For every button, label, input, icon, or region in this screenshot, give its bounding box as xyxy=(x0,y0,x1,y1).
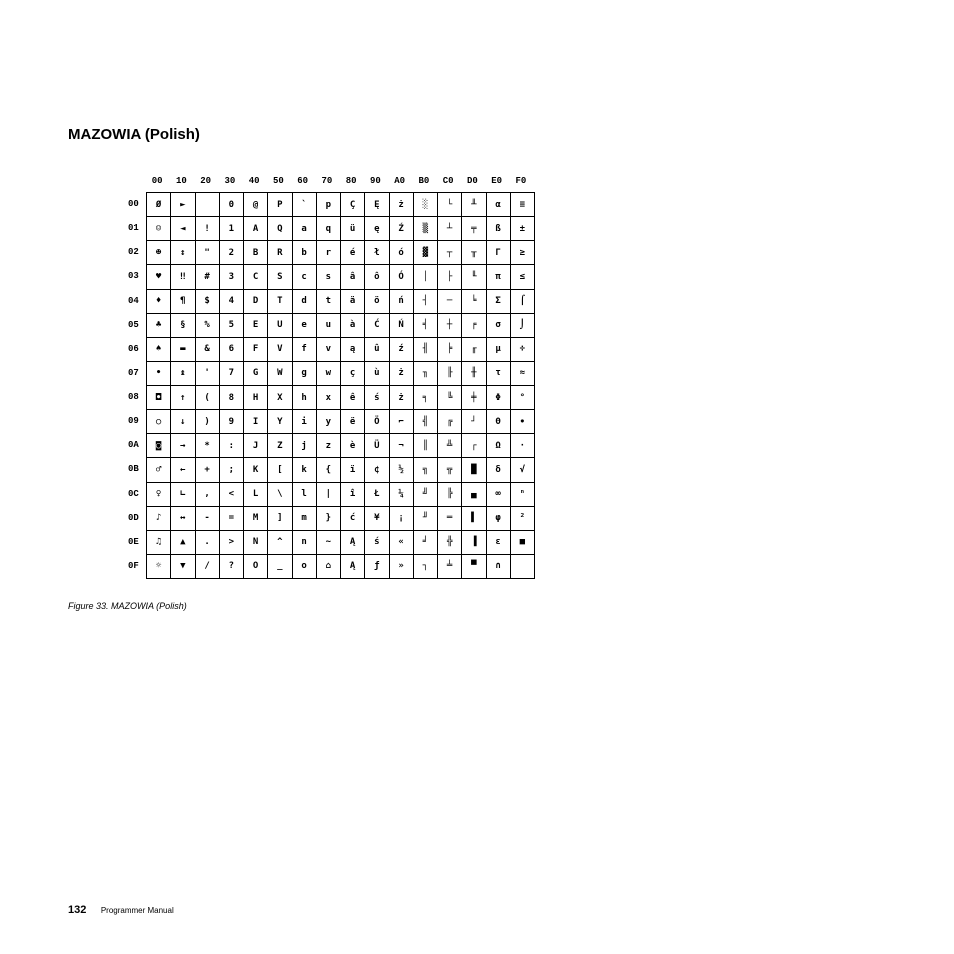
row-header: 0A xyxy=(128,440,139,451)
character-cell: φ xyxy=(487,507,511,531)
character-cell: ê xyxy=(341,386,365,410)
row-header: 02 xyxy=(128,247,139,258)
character-cell: ą xyxy=(341,338,365,362)
character-cell: Ó xyxy=(390,265,414,289)
character-cell: ≈ xyxy=(511,362,535,386)
character-cell: > xyxy=(220,531,244,555)
character-cell: r xyxy=(317,241,341,265)
column-header: E0 xyxy=(491,176,503,186)
row-headers xyxy=(128,192,146,582)
character-cell: < xyxy=(220,483,244,507)
character-cell: ┤ xyxy=(414,290,438,314)
character-cell: ¬ xyxy=(390,434,414,458)
character-cell: ż xyxy=(390,193,414,217)
character-cell: H xyxy=(244,386,268,410)
character-cell: Ł xyxy=(365,483,389,507)
column-header: 80 xyxy=(345,176,357,186)
character-cell: τ xyxy=(487,362,511,386)
character-cell: ∟ xyxy=(171,483,195,507)
character-cell: 5 xyxy=(220,314,244,338)
character-cell: ` xyxy=(293,193,317,217)
row-header: 05 xyxy=(128,319,139,330)
character-cell: - xyxy=(196,507,220,531)
character-cell: ± xyxy=(511,217,535,241)
character-cell: ▬ xyxy=(171,338,195,362)
character-cell: u xyxy=(317,314,341,338)
character-cell: α xyxy=(487,193,511,217)
character-cell: Ą xyxy=(341,531,365,555)
character-cell: ╘ xyxy=(462,290,486,314)
character-cell: { xyxy=(317,458,341,482)
character-cell: ╒ xyxy=(462,314,486,338)
character-cell: ù xyxy=(365,362,389,386)
character-cell: ╞ xyxy=(438,338,462,362)
character-cell: ⌐ xyxy=(390,410,414,434)
character-cell: Q xyxy=(268,217,292,241)
character-cell: " xyxy=(196,241,220,265)
character-cell: _ xyxy=(268,555,292,579)
character-cell: g xyxy=(293,362,317,386)
character-cell: m xyxy=(293,507,317,531)
character-cell: ÷ xyxy=(511,338,535,362)
character-cell: ☺ xyxy=(147,217,171,241)
character-cell: ⌡ xyxy=(511,314,535,338)
character-cell: i xyxy=(293,410,317,434)
character-cell: ◘ xyxy=(147,386,171,410)
character-cell xyxy=(511,555,535,579)
character-cell: ▓ xyxy=(414,241,438,265)
character-cell: V xyxy=(268,338,292,362)
character-cell: E xyxy=(244,314,268,338)
character-cell: Ü xyxy=(365,434,389,458)
character-cell: S xyxy=(268,265,292,289)
character-cell: └ xyxy=(438,193,462,217)
character-cell: o xyxy=(293,555,317,579)
character-cell: ε xyxy=(487,531,511,555)
character-cell: ♠ xyxy=(147,338,171,362)
character-cell: ƒ xyxy=(365,555,389,579)
character-cell: ⁿ xyxy=(511,483,535,507)
character-cell: f xyxy=(293,338,317,362)
character-cell: : xyxy=(220,434,244,458)
character-cell: π xyxy=(487,265,511,289)
character-cell: ☼ xyxy=(147,555,171,579)
row-header: 0D xyxy=(128,512,139,523)
character-cell: h xyxy=(293,386,317,410)
character-cell: } xyxy=(317,507,341,531)
character-cell: ╚ xyxy=(438,386,462,410)
column-header: B0 xyxy=(418,176,430,186)
row-header: 04 xyxy=(128,295,139,306)
column-header: 50 xyxy=(272,176,284,186)
character-cell: Ź xyxy=(390,217,414,241)
character-cell: ; xyxy=(220,458,244,482)
character-cell: ~ xyxy=(317,531,341,555)
character-cell: ╥ xyxy=(462,241,486,265)
character-cell: ↕ xyxy=(171,241,195,265)
character-cell: J xyxy=(244,434,268,458)
character-cell: ∞ xyxy=(487,483,511,507)
character-cell: ♣ xyxy=(147,314,171,338)
character-cell: ^ xyxy=(268,531,292,555)
character-cell: | xyxy=(317,483,341,507)
character-cell: ╓ xyxy=(462,338,486,362)
column-header: 40 xyxy=(248,176,260,186)
character-cell: $ xyxy=(196,290,220,314)
character-cell: 0 xyxy=(220,193,244,217)
character-cell: Ç xyxy=(341,193,365,217)
character-cell: ↔ xyxy=(171,507,195,531)
row-header: 06 xyxy=(128,343,139,354)
character-cell: ┌ xyxy=(462,434,486,458)
character-cell: ╦ xyxy=(438,458,462,482)
character-cell: Ø xyxy=(147,193,171,217)
character-cell: x xyxy=(317,386,341,410)
character-cell: 2 xyxy=(220,241,244,265)
character-cell: Ą xyxy=(341,555,365,579)
character-cell: ś xyxy=(365,531,389,555)
character-cell: Ć xyxy=(365,314,389,338)
character-cell: Ń xyxy=(390,314,414,338)
character-cell: ¡ xyxy=(390,507,414,531)
character-cell: · xyxy=(511,434,535,458)
character-cell: ś xyxy=(365,386,389,410)
character-cell: è xyxy=(341,434,365,458)
character-cell: n xyxy=(293,531,317,555)
character-cell: « xyxy=(390,531,414,555)
character-cell: z xyxy=(317,434,341,458)
character-cell: B xyxy=(244,241,268,265)
row-header: 0C xyxy=(128,488,139,499)
character-cell: ░ xyxy=(414,193,438,217)
character-cell: ◄ xyxy=(171,217,195,241)
character-cell: § xyxy=(171,314,195,338)
character-cell: ╙ xyxy=(462,265,486,289)
character-cell: ½ xyxy=(390,458,414,482)
character-cell: 1 xyxy=(220,217,244,241)
character-cell: ║ xyxy=(414,434,438,458)
character-cell: ▼ xyxy=(171,555,195,579)
character-cell: = xyxy=(220,507,244,531)
character-cell: k xyxy=(293,458,317,482)
column-header: F0 xyxy=(515,176,527,186)
character-cell: D xyxy=(244,290,268,314)
character-cell: K xyxy=(244,458,268,482)
character-cell: │ xyxy=(414,265,438,289)
character-cell: A xyxy=(244,217,268,241)
row-header: 09 xyxy=(128,416,139,427)
column-headers xyxy=(145,174,535,188)
character-cell: ë xyxy=(341,410,365,434)
column-header: 60 xyxy=(297,176,309,186)
character-cell: Φ xyxy=(487,386,511,410)
character-cell: . xyxy=(196,531,220,555)
character-cell: + xyxy=(196,458,220,482)
character-cell: ‼ xyxy=(171,265,195,289)
character-cell: ¶ xyxy=(171,290,195,314)
character-cell: ╛ xyxy=(414,531,438,555)
character-cell: ♪ xyxy=(147,507,171,531)
character-cell: ↑ xyxy=(171,386,195,410)
character-cell: M xyxy=(244,507,268,531)
row-header: 0E xyxy=(128,536,139,547)
character-cell: ∙ xyxy=(511,410,535,434)
character-set-table xyxy=(128,172,538,582)
character-grid xyxy=(146,192,535,579)
character-cell: ¥ xyxy=(365,507,389,531)
character-cell: ↨ xyxy=(171,362,195,386)
character-cell: ▌ xyxy=(462,507,486,531)
character-cell: Z xyxy=(268,434,292,458)
character-cell: Y xyxy=(268,410,292,434)
character-cell: R xyxy=(268,241,292,265)
column-header: C0 xyxy=(442,176,454,186)
character-cell: ╤ xyxy=(462,217,486,241)
character-cell: a xyxy=(293,217,317,241)
character-cell: ╬ xyxy=(438,531,462,555)
character-cell: ż xyxy=(390,362,414,386)
character-cell: w xyxy=(317,362,341,386)
character-cell: / xyxy=(196,555,220,579)
character-cell: y xyxy=(317,410,341,434)
column-header: 70 xyxy=(321,176,333,186)
character-cell: ┘ xyxy=(462,410,486,434)
character-cell: [ xyxy=(268,458,292,482)
character-cell: ╣ xyxy=(414,410,438,434)
character-cell: ) xyxy=(196,410,220,434)
character-cell: ¼ xyxy=(390,483,414,507)
character-cell: X xyxy=(268,386,292,410)
character-cell: 8 xyxy=(220,386,244,410)
character-cell: @ xyxy=(244,193,268,217)
character-cell: ⌂ xyxy=(317,555,341,579)
character-cell: U xyxy=(268,314,292,338)
character-cell: l xyxy=(293,483,317,507)
character-cell: ╧ xyxy=(438,555,462,579)
character-cell: Ę xyxy=(365,193,389,217)
character-cell: ? xyxy=(220,555,244,579)
character-cell: 4 xyxy=(220,290,244,314)
character-cell: Θ xyxy=(487,410,511,434)
character-cell: ┴ xyxy=(438,217,462,241)
character-cell: ♫ xyxy=(147,531,171,555)
character-cell: Γ xyxy=(487,241,511,265)
character-cell: » xyxy=(390,555,414,579)
character-cell: ╖ xyxy=(414,362,438,386)
character-cell: ² xyxy=(511,507,535,531)
character-cell: ï xyxy=(341,458,365,482)
character-cell: % xyxy=(196,314,220,338)
column-header: D0 xyxy=(466,176,478,186)
character-cell: ☻ xyxy=(147,241,171,265)
character-cell: ↓ xyxy=(171,410,195,434)
character-cell: \ xyxy=(268,483,292,507)
character-cell: ╕ xyxy=(414,386,438,410)
character-cell: √ xyxy=(511,458,535,482)
row-header: 03 xyxy=(128,271,139,282)
character-cell: ü xyxy=(341,217,365,241)
character-cell: ╟ xyxy=(438,362,462,386)
character-cell: ┬ xyxy=(438,241,462,265)
character-cell: ô xyxy=(365,265,389,289)
character-cell: ▒ xyxy=(414,217,438,241)
character-cell: p xyxy=(317,193,341,217)
character-cell: ■ xyxy=(511,531,535,555)
character-cell: N xyxy=(244,531,268,555)
character-cell: ł xyxy=(365,241,389,265)
character-cell: W xyxy=(268,362,292,386)
character-cell: ∩ xyxy=(487,555,511,579)
character-cell: I xyxy=(244,410,268,434)
character-cell: ← xyxy=(171,458,195,482)
character-cell: # xyxy=(196,265,220,289)
character-cell: , xyxy=(196,483,220,507)
row-header: 08 xyxy=(128,392,139,402)
character-cell: • xyxy=(147,362,171,386)
page-number: 132 xyxy=(68,904,87,916)
character-cell: ╔ xyxy=(438,410,462,434)
character-cell: ( xyxy=(196,386,220,410)
character-cell: σ xyxy=(487,314,511,338)
character-cell: 9 xyxy=(220,410,244,434)
character-cell: ► xyxy=(171,193,195,217)
character-cell: â xyxy=(341,265,365,289)
character-cell: ç xyxy=(341,362,365,386)
character-cell: ♦ xyxy=(147,290,171,314)
character-cell: é xyxy=(341,241,365,265)
character-cell: e xyxy=(293,314,317,338)
character-cell: ź xyxy=(390,338,414,362)
character-cell: q xyxy=(317,217,341,241)
character-cell: û xyxy=(365,338,389,362)
character-cell: ◙ xyxy=(147,434,171,458)
character-cell: C xyxy=(244,265,268,289)
character-cell: Ö xyxy=(365,410,389,434)
character-cell: ═ xyxy=(438,507,462,531)
character-cell: d xyxy=(293,290,317,314)
column-header: 10 xyxy=(175,176,187,186)
character-cell: ó xyxy=(390,241,414,265)
character-cell: ń xyxy=(390,290,414,314)
character-cell xyxy=(196,193,220,217)
character-cell: µ xyxy=(487,338,511,362)
character-cell: î xyxy=(341,483,365,507)
character-cell: s xyxy=(317,265,341,289)
column-header: A0 xyxy=(394,176,406,186)
character-cell: j xyxy=(293,434,317,458)
character-cell: ° xyxy=(511,386,535,410)
character-cell: ▄ xyxy=(462,483,486,507)
row-header: 0B xyxy=(128,464,139,475)
character-cell: F xyxy=(244,338,268,362)
character-cell: G xyxy=(244,362,268,386)
character-cell: ≥ xyxy=(511,241,535,265)
character-cell: ä xyxy=(341,290,365,314)
character-cell: ╩ xyxy=(438,434,462,458)
character-cell: * xyxy=(196,434,220,458)
character-cell: ö xyxy=(365,290,389,314)
character-cell: ♀ xyxy=(147,483,171,507)
character-cell: ─ xyxy=(438,290,462,314)
character-cell: ╨ xyxy=(462,193,486,217)
row-header: 07 xyxy=(128,367,139,378)
character-cell: O xyxy=(244,555,268,579)
character-cell: ▐ xyxy=(462,531,486,555)
character-cell: ╠ xyxy=(438,483,462,507)
character-cell: ╫ xyxy=(462,362,486,386)
character-cell: ▀ xyxy=(462,555,486,579)
character-cell: T xyxy=(268,290,292,314)
character-cell: ≤ xyxy=(511,265,535,289)
character-cell: v xyxy=(317,338,341,362)
character-cell: ╗ xyxy=(414,458,438,482)
column-header: 20 xyxy=(200,176,212,186)
character-cell: L xyxy=(244,483,268,507)
character-cell: t xyxy=(317,290,341,314)
character-cell: ╜ xyxy=(414,507,438,531)
character-cell: ' xyxy=(196,362,220,386)
column-header: 30 xyxy=(224,176,236,186)
character-cell: ⌠ xyxy=(511,290,535,314)
row-header: 0F xyxy=(128,560,139,571)
character-cell: b xyxy=(293,241,317,265)
character-cell: ß xyxy=(487,217,511,241)
character-cell: ♂ xyxy=(147,458,171,482)
character-cell: ! xyxy=(196,217,220,241)
character-cell: ╡ xyxy=(414,314,438,338)
character-cell: ▲ xyxy=(171,531,195,555)
column-header: 00 xyxy=(151,176,163,186)
row-header: 00 xyxy=(128,199,139,209)
column-header: 90 xyxy=(369,176,381,186)
character-cell: ┼ xyxy=(438,314,462,338)
character-cell: █ xyxy=(462,458,486,482)
character-cell: ≡ xyxy=(511,193,535,217)
character-cell: c xyxy=(293,265,317,289)
character-cell: ○ xyxy=(147,410,171,434)
character-cell: à xyxy=(341,314,365,338)
character-cell: Ω xyxy=(487,434,511,458)
character-cell: 7 xyxy=(220,362,244,386)
character-cell: ę xyxy=(365,217,389,241)
character-cell: & xyxy=(196,338,220,362)
character-cell: ╝ xyxy=(414,483,438,507)
page-title: MAZOWIA (Polish) xyxy=(68,126,200,143)
character-cell: P xyxy=(268,193,292,217)
figure-caption: Figure 33. MAZOWIA (Polish) xyxy=(68,601,187,611)
row-header: 01 xyxy=(128,223,139,234)
character-cell: δ xyxy=(487,458,511,482)
character-cell: ♥ xyxy=(147,265,171,289)
character-cell: 3 xyxy=(220,265,244,289)
character-cell: 6 xyxy=(220,338,244,362)
character-cell: ┐ xyxy=(414,555,438,579)
manual-name: Programmer Manual xyxy=(100,906,174,915)
character-cell: ] xyxy=(268,507,292,531)
character-cell: ¢ xyxy=(365,458,389,482)
character-cell: ╪ xyxy=(462,386,486,410)
character-cell: ├ xyxy=(438,265,462,289)
character-cell: Σ xyxy=(487,290,511,314)
character-cell: ć xyxy=(341,507,365,531)
character-cell: ╢ xyxy=(414,338,438,362)
character-cell: ż xyxy=(390,386,414,410)
page-footer xyxy=(68,900,174,914)
character-cell: → xyxy=(171,434,195,458)
